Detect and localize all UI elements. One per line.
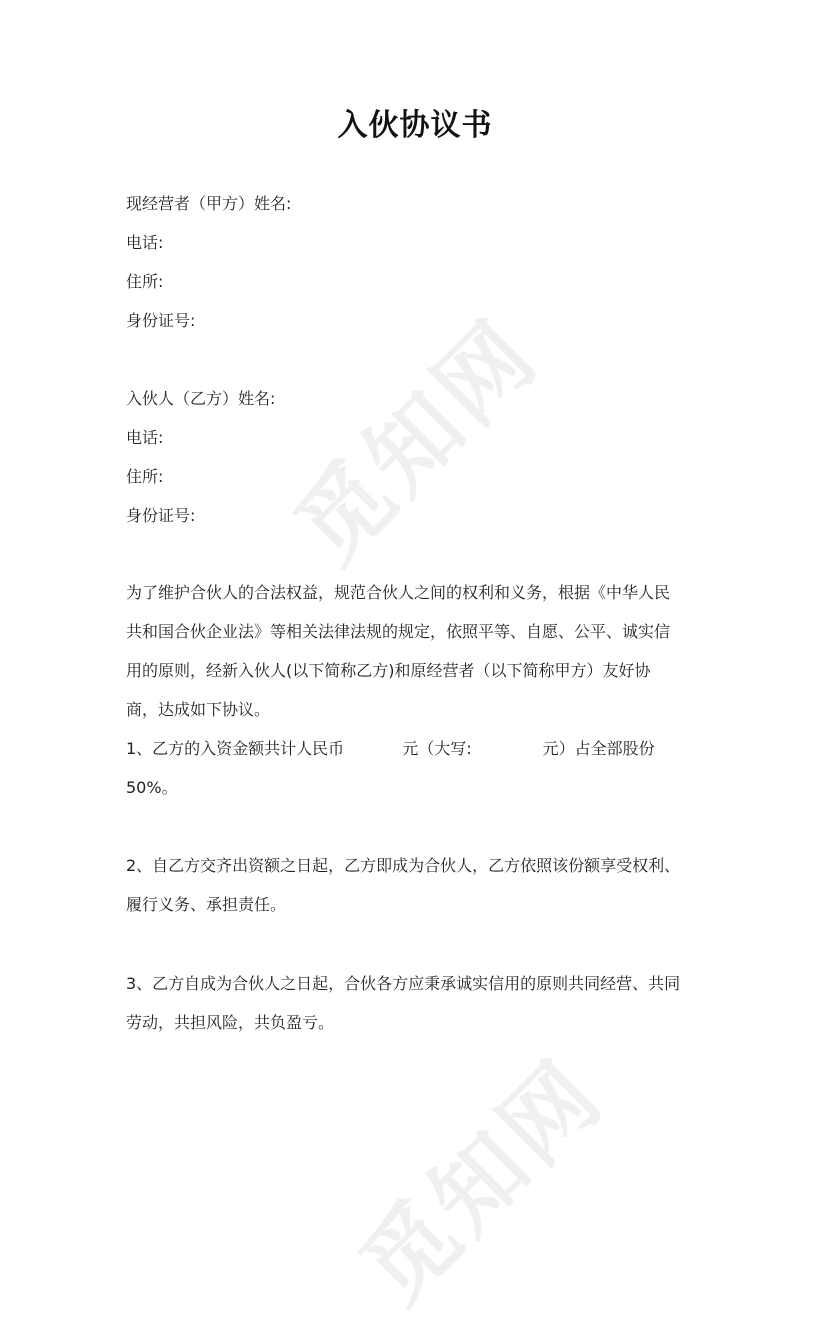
clause-3 <box>126 964 716 1042</box>
party-b-address-label: 住所: <box>126 467 164 486</box>
preamble-line: 共和国合伙企业法》等相关法律法规的规定，依照平等、自愿、公平、诚实信 <box>126 622 671 641</box>
clause-2-line: 2、自乙方交齐出资额之日起，乙方即成为合伙人，乙方依照该份额享受权利、 <box>126 856 681 875</box>
watermark-bottom: 觅知网 <box>339 1038 625 1324</box>
clause-2 <box>126 846 716 924</box>
preamble-line: 用的原则，经新入伙人(以下简称乙方)和原经营者（以下简称甲方）友好协 <box>126 661 651 680</box>
party-b-name-label: 入伙人（乙方）姓名: <box>126 389 276 408</box>
watermark: 觅知网 <box>274 298 560 584</box>
clause-1-part-3: 元）占全部股份 <box>542 739 655 758</box>
clause-1-part-1: 1、乙方的入资金额共计人民币 <box>126 739 345 758</box>
party-a-phone-label: 电话: <box>126 233 164 252</box>
clause-1 <box>126 729 716 807</box>
preamble-line: 为了维护合伙人的合法权益，规范合伙人之间的权利和义务，根据《中华人民 <box>126 583 671 602</box>
clause-1-part-2: 元（大写: <box>402 739 472 758</box>
party-a-name-label: 现经营者（甲方）姓名: <box>126 194 292 213</box>
party-a-id-label: 身份证号: <box>126 311 196 330</box>
clause-1-line-1 <box>126 729 716 768</box>
party-a-address-label: 住所: <box>126 272 164 291</box>
party-b-phone-label: 电话: <box>126 428 164 447</box>
document-title: 入伙协议书 <box>337 108 493 143</box>
clause-1-line-2: 50%。 <box>126 778 178 797</box>
preamble-paragraph <box>126 573 716 729</box>
clause-2-line: 履行义务、承担责任。 <box>126 895 287 914</box>
party-b-id-label: 身份证号: <box>126 506 196 525</box>
clause-3-line: 3、乙方自成为合伙人之日起，合伙各方应秉承诚实信用的原则共同经营、共同 <box>126 974 681 993</box>
clause-3-line: 劳动，共担风险，共负盈亏。 <box>126 1013 335 1032</box>
preamble-line: 商，达成如下协议。 <box>126 700 271 719</box>
